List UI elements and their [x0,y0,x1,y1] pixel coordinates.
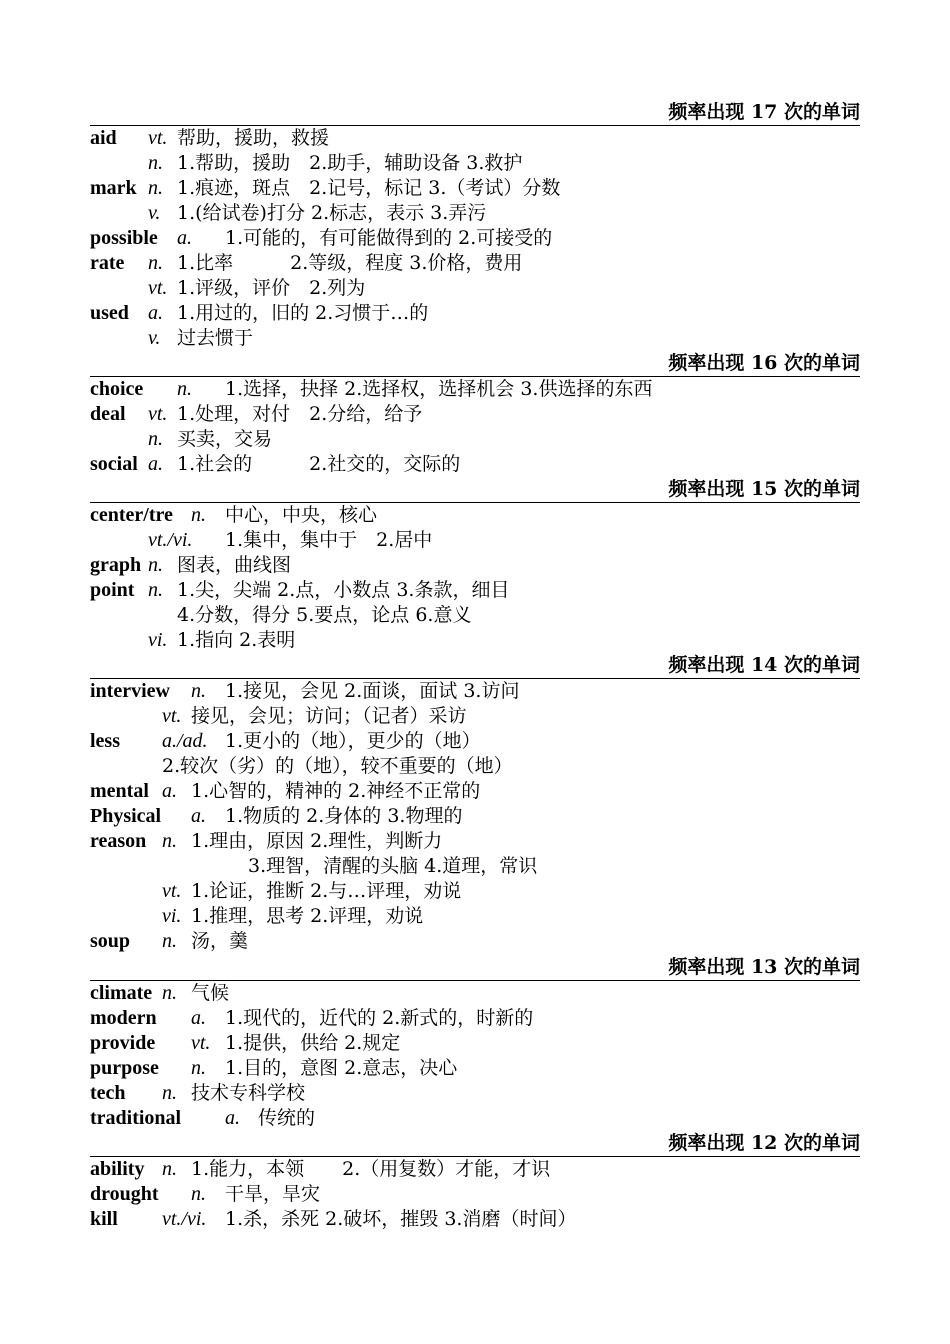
entry-line [90,452,860,477]
entry-definition: 干旱，旱灾 [225,1183,321,1205]
entry-line [90,1106,860,1131]
entry-definition: 1.提供，供给 2.规定 [225,1032,401,1054]
entry-definition: 1.帮助，援助 2.助手，辅助设备 3.救护 [177,152,523,174]
entry-definition: 图表，曲线图 [177,554,292,576]
entry-pos: a. [191,805,206,827]
entry-pos: n. [148,252,163,274]
entry-line [90,578,860,603]
entry-pos: n. [191,1183,206,1205]
entry-word: reason [90,830,147,852]
entry-line [90,427,860,452]
entry-pos: n. [162,830,177,852]
entry-line [90,829,860,854]
entry-pos: vt. [148,277,168,299]
entry-pos: vt. [162,880,182,902]
entry-word: possible [90,227,158,249]
entry-definition: 技术专科学校 [191,1082,306,1104]
entry-definition: 1.处理，对付 2.分给，给予 [177,403,423,425]
entry-pos: a. [148,302,163,324]
entry-line [90,276,860,301]
entry-line [90,1056,860,1081]
entry-line [90,151,860,176]
entry-pos: a. [177,227,192,249]
entry-line [90,779,860,804]
section-16 [90,351,860,477]
entry-definition: 中心，中央，核心 [225,504,378,526]
entry-line [90,929,860,954]
entry-definition: 1.论证，推断 2.与…评理，劝说 [191,880,462,902]
entry-pos: vt. [191,1032,211,1054]
entry-pos: n. [162,1158,177,1180]
entry-line [90,704,860,729]
entry-definition: 气候 [191,982,230,1004]
entry-definition: 1.痕迹，斑点 2.记号，标记 3.（考试）分数 [177,177,561,199]
entry-line [90,754,860,779]
entry-line [90,326,860,351]
entry-pos: n. [148,177,163,199]
entry-word: purpose [90,1057,159,1079]
entry-word: ability [90,1158,145,1180]
entry-line [90,679,860,704]
entry-definition: 1.用过的，旧的 2.习惯于…的 [177,302,429,324]
section-14 [90,653,860,954]
entry-line [90,402,860,427]
entry-word: point [90,579,135,601]
entry-pos: n. [162,982,177,1004]
section-17 [90,100,860,351]
entry-pos: vt. [148,403,168,425]
entry-definition: 1.评级，评价 2.列为 [177,277,366,299]
entry-definition: 1.理由，原因 2.理性，判断力 [191,830,443,852]
entry-word: traditional [90,1107,182,1129]
entry-line [90,1157,860,1182]
entry-pos: n. [191,680,206,702]
entry-definition: 1.能力，本领 2.（用复数）才能，才识 [191,1158,551,1180]
entry-line [90,603,860,628]
entry-pos: v. [148,202,161,224]
entry-definition: 1.(给试卷)打分 2.标志，表示 3.弄污 [177,202,487,224]
entry-pos: v. [148,327,161,349]
entry-pos: vt./vi. [162,1208,207,1230]
entry-word: climate [90,982,153,1004]
entry-line [90,1006,860,1031]
entry-definition: 1.比率 2.等级，程度 3.价格，费用 [177,252,523,274]
entry-word: modern [90,1007,157,1029]
entry-pos: n. [177,378,192,400]
entry-definition: 1.物质的 2.身体的 3.物理的 [225,805,463,827]
entry-pos: a. [225,1107,240,1129]
section-13 [90,955,860,1131]
entry-line [90,879,860,904]
entry-line [90,377,860,402]
entry-pos: n. [191,1057,206,1079]
entry-word: center/tre [90,504,173,526]
entry-pos: n. [191,504,206,526]
entry-definition: 汤，羹 [191,930,249,952]
entry-pos: vt./vi. [148,529,193,551]
section-heading: 频率出现 16 次的单词 [90,351,860,377]
entry-line [90,854,860,879]
entry-definition: 1.杀，杀死 2.破坏，摧毁 3.消磨（时间） [225,1208,577,1230]
section-15 [90,477,860,653]
entry-word: social [90,453,138,475]
entry-word: choice [90,378,144,400]
entry-pos: n. [162,930,177,952]
entry-definition: 1.现代的，近代的 2.新式的，时新的 [225,1007,534,1029]
entry-definition: 买卖，交易 [177,428,273,450]
entry-pos: n. [148,152,163,174]
entry-line [90,804,860,829]
entry-definition: 传统的 [258,1107,316,1129]
entry-pos: a. [148,453,163,475]
section-heading: 频率出现 13 次的单词 [90,955,860,981]
entry-line [90,176,860,201]
entry-line [90,729,860,754]
entry-line [90,904,860,929]
entry-pos: n. [148,428,163,450]
entry-word: soup [90,930,131,952]
entry-pos: vt. [148,127,168,149]
entry-word: used [90,302,129,324]
entry-word: provide [90,1032,156,1054]
entry-definition: 1.指向 2.表明 [177,629,296,651]
entry-pos: vi. [148,629,168,651]
entry-line [90,1031,860,1056]
entry-definition: 1.可能的，有可能做得到的 2.可接受的 [225,227,553,249]
entry-word: interview [90,680,170,702]
entry-definition: 4.分数，得分 5.要点，论点 6.意义 [177,604,472,626]
entry-word: drought [90,1183,159,1205]
entry-definition: 1.集中，集中于 2.居中 [225,529,433,551]
section-12 [90,1131,860,1232]
section-heading: 频率出现 12 次的单词 [90,1131,860,1157]
entry-definition: 1.接见，会见 2.面谈，面试 3.访问 [225,680,520,702]
section-heading: 频率出现 15 次的单词 [90,477,860,503]
entry-word: deal [90,403,126,425]
entry-word: mark [90,177,137,199]
entry-word: mental [90,780,149,802]
entry-definition: 1.心智的，精神的 2.神经不正常的 [191,780,481,802]
entry-word: graph [90,554,142,576]
entry-pos: a. [191,1007,206,1029]
entry-word: rate [90,252,125,274]
entry-definition: 1.推理，思考 2.评理，劝说 [191,905,424,927]
entry-line [90,301,860,326]
entry-line [90,628,860,653]
entry-definition: 1.更小的（地），更少的（地） [225,730,481,752]
entry-definition: 1.社会的 2.社交的，交际的 [177,453,461,475]
entry-line [90,226,860,251]
entry-line [90,1182,860,1207]
entry-definition: 2.较次（劣）的（地），较不重要的（地） [162,755,513,777]
entry-word: tech [90,1082,126,1104]
entry-definition: 1.选择，抉择 2.选择权，选择机会 3.供选择的东西 [225,378,653,400]
entry-definition: 接见，会见；访问；（记者）采访 [191,705,467,727]
entry-line [90,528,860,553]
entry-pos: a./ad. [162,730,208,752]
entry-pos: vt. [162,705,182,727]
entry-pos: vi. [162,905,182,927]
entry-line [90,251,860,276]
entry-definition: 1.目的，意图 2.意志，决心 [225,1057,458,1079]
entry-line [90,201,860,226]
entry-definition: 过去惯于 [177,327,254,349]
entry-line [90,981,860,1006]
entry-word: less [90,730,120,752]
section-heading: 频率出现 14 次的单词 [90,653,860,679]
entry-pos: n. [162,1082,177,1104]
entry-line [90,1207,860,1232]
section-heading: 频率出现 17 次的单词 [90,100,860,126]
entry-definition: 1.尖，尖端 2.点，小数点 3.条款，细目 [177,579,510,601]
entry-word: kill [90,1208,118,1230]
entry-line [90,503,860,528]
entry-word: aid [90,127,117,149]
entry-line [90,1081,860,1106]
entry-definition: 帮助，援助，救援 [177,127,330,149]
entry-line [90,553,860,578]
entry-pos: n. [148,554,163,576]
entry-definition: 3.理智，清醒的头脑 4.道理，常识 [248,855,538,877]
entry-pos: n. [148,579,163,601]
entry-word: Physical [90,805,162,827]
entry-line [90,126,860,151]
entry-pos: a. [162,780,177,802]
